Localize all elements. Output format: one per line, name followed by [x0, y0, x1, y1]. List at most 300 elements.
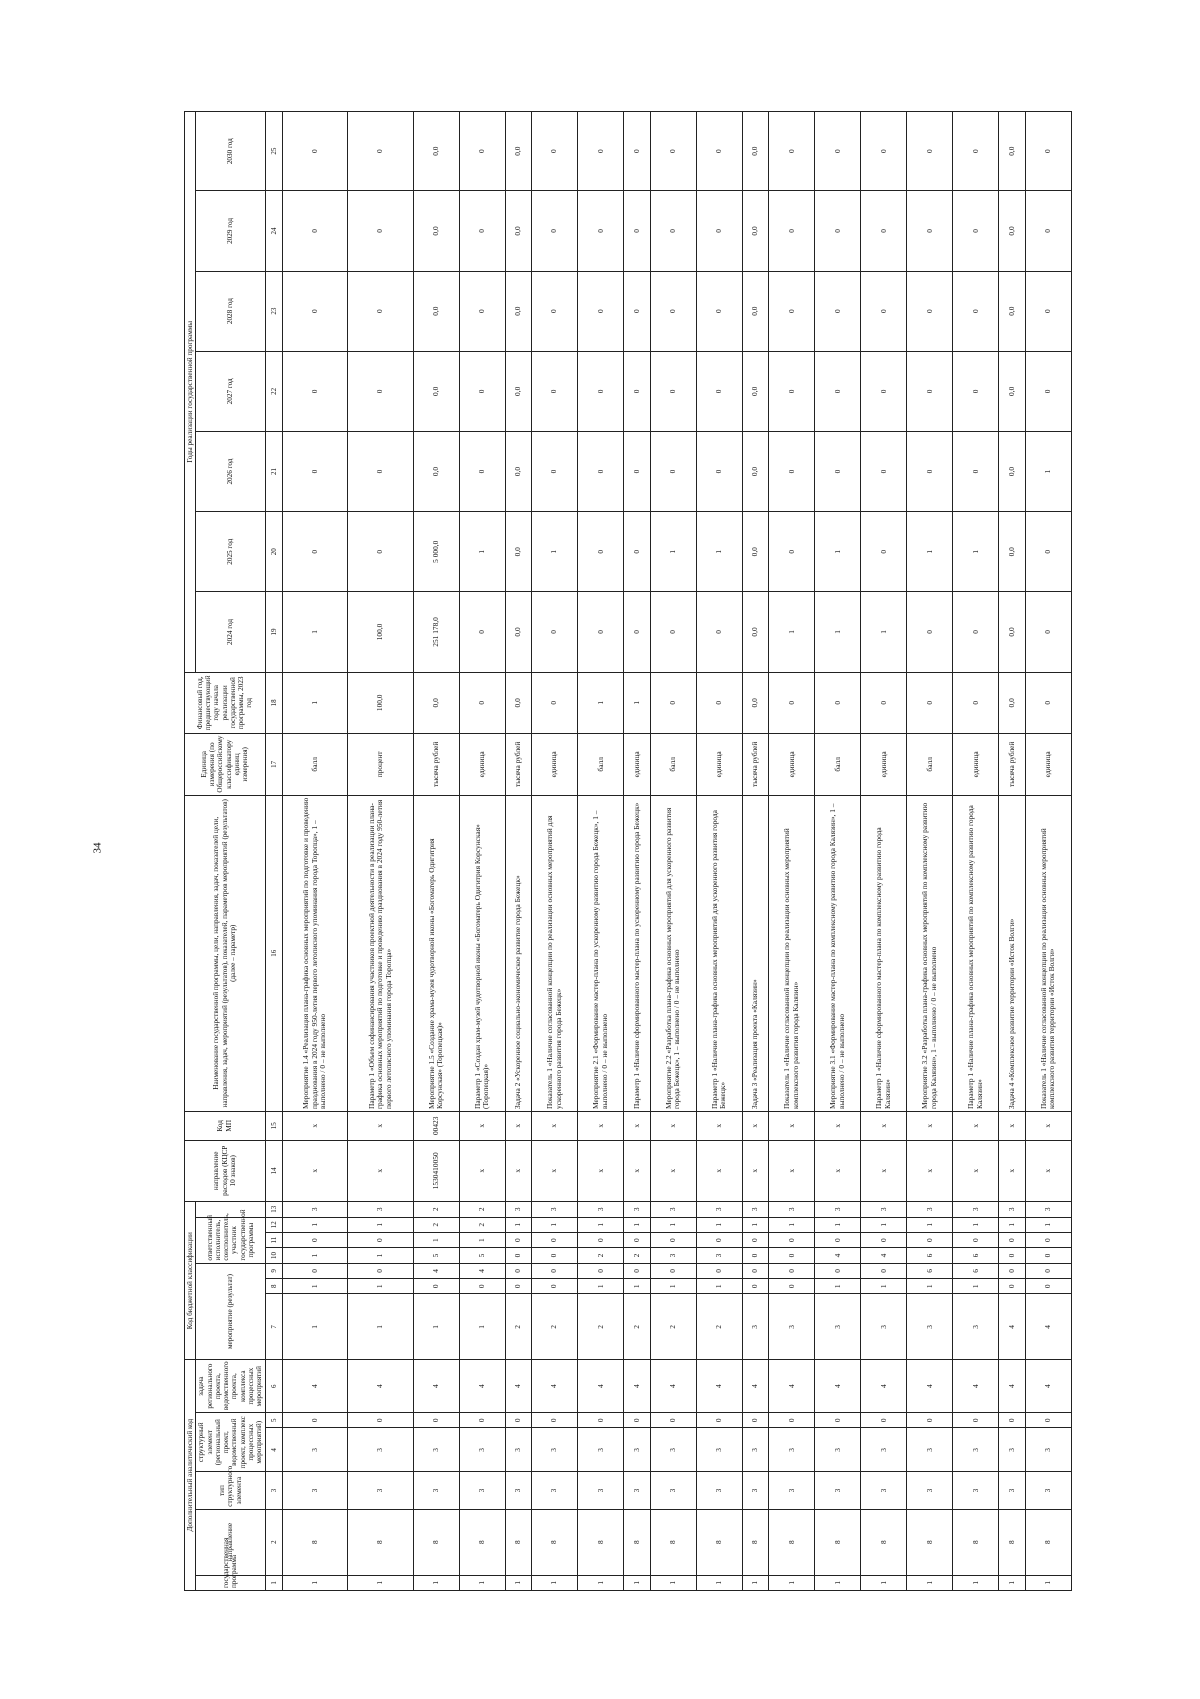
column-number: 12	[265, 1217, 282, 1232]
year-value: 0,0	[999, 271, 1025, 351]
year-value: 0	[953, 191, 999, 271]
year-value: 1	[696, 512, 742, 592]
code-cell: x	[861, 1140, 907, 1202]
code-cell: 3	[413, 1428, 459, 1472]
row-unit: тысяча рублей	[413, 734, 459, 796]
year-value: 0,0	[999, 351, 1025, 431]
year-value: 0	[907, 112, 953, 191]
base-year-value: 0	[953, 672, 999, 734]
code-cell: 1	[505, 1575, 531, 1590]
code-cell: 0	[769, 1248, 815, 1263]
base-year-value: 1	[578, 672, 624, 734]
year-value: 0	[578, 431, 624, 511]
year-value: 0	[578, 271, 624, 351]
code-cell: 1	[348, 1279, 414, 1294]
row-unit: процент	[348, 734, 414, 796]
code-cell: 3	[815, 1472, 861, 1509]
code-cell: 0	[459, 1279, 505, 1294]
code-cell: 1	[696, 1575, 742, 1590]
code-cell: 0	[505, 1248, 531, 1263]
code-cell: 4	[459, 1263, 505, 1278]
code-cell: 0	[861, 1263, 907, 1278]
code-cell: 3	[532, 1472, 578, 1509]
year-value: 0	[578, 592, 624, 672]
column-number: 18	[265, 672, 282, 734]
code-cell: 3	[696, 1202, 742, 1217]
code-cell: 3	[769, 1202, 815, 1217]
code-cell: 3	[696, 1428, 742, 1472]
code-cell: 0	[1025, 1279, 1071, 1294]
header-name: Наименование государственной программы, цели, направления, задач, показателей цели, направления, задач, мероприятий (результатов), показателей, параметров мероприятий (результатов) (далее – параметр)	[185, 795, 266, 1111]
year-value: 0	[650, 191, 696, 271]
header-mp-code: Код МП	[185, 1112, 266, 1141]
year-value: 0	[282, 271, 348, 351]
code-cell: 8	[953, 1509, 999, 1575]
year-value: 0	[861, 271, 907, 351]
year-value: 0	[861, 191, 907, 271]
table-row	[861, 112, 907, 1591]
year-value: 0,0	[742, 512, 768, 592]
code-cell: 1	[578, 1279, 624, 1294]
year-value: 0,0	[505, 271, 531, 351]
row-name: Показатель 1 «Наличие согласованной концепции по реализации основных мероприятий для ускоренного развития города Бежецк»	[532, 795, 578, 1111]
row-unit: единица	[1025, 734, 1071, 796]
code-cell: 3	[505, 1428, 531, 1472]
code-cell: 0	[769, 1263, 815, 1278]
table-row	[953, 112, 999, 1591]
year-value: 0	[907, 592, 953, 672]
year-value: 0,0	[742, 271, 768, 351]
code-cell: 0	[624, 1263, 650, 1278]
code-cell: 0	[999, 1279, 1025, 1294]
column-number: 4	[265, 1428, 282, 1472]
header-task: задача регионального проекта, ведомственного проекта, комплекса процессных мероприятий	[196, 1360, 265, 1413]
year-value: 0,0	[505, 512, 531, 592]
year-value: 0,0	[505, 351, 531, 431]
code-cell: 3	[459, 1472, 505, 1509]
code-cell: x	[815, 1140, 861, 1202]
code-cell: 0	[532, 1413, 578, 1428]
row-name: Мероприятие 3.2 «Разработка плана-графика основных мероприятий по комплексному развитию города Калязин», 1 – выполнено / 0 – не выполнено	[907, 795, 953, 1111]
column-number: 9	[265, 1263, 282, 1278]
code-cell: 4	[696, 1360, 742, 1413]
code-cell: 4	[815, 1360, 861, 1413]
year-value: 0	[459, 431, 505, 511]
code-cell: 1	[578, 1575, 624, 1590]
code-cell: 3	[999, 1472, 1025, 1509]
year-value: 1	[769, 592, 815, 672]
row-unit: балл	[578, 734, 624, 796]
code-cell: 0	[532, 1232, 578, 1247]
base-year-value: 0,0	[999, 672, 1025, 734]
code-cell: 1	[459, 1575, 505, 1590]
year-value: 0	[459, 592, 505, 672]
code-cell: 1	[532, 1217, 578, 1232]
code-cell: 1	[650, 1217, 696, 1232]
year-value: 0,0	[999, 512, 1025, 592]
year-value: 0	[532, 191, 578, 271]
code-cell: 0	[578, 1232, 624, 1247]
year-value: 0	[532, 271, 578, 351]
code-cell: 0	[999, 1263, 1025, 1278]
year-value: 0	[348, 271, 414, 351]
header-event: мероприятие (результат)	[196, 1263, 265, 1360]
code-cell: 1	[1025, 1575, 1071, 1590]
code-cell: 0	[624, 1232, 650, 1247]
code-cell: 0	[348, 1232, 414, 1247]
code-cell: x	[348, 1140, 414, 1202]
row-name: Параметр 1 «Наличие сформированного мастер-плана по ускоренному развитию города Бежецк»	[624, 795, 650, 1111]
code-cell: x	[1025, 1112, 1071, 1141]
code-cell: 8	[1025, 1509, 1071, 1575]
code-cell: 1	[413, 1294, 459, 1360]
code-cell: 0	[742, 1232, 768, 1247]
year-value: 0	[861, 431, 907, 511]
code-cell: 3	[348, 1202, 414, 1217]
code-cell: 1	[953, 1575, 999, 1590]
column-number: 20	[265, 512, 282, 592]
code-cell: 0	[348, 1263, 414, 1278]
code-cell: 1	[861, 1279, 907, 1294]
row-name: Мероприятие 2.2 «Разработка плана-графика основных мероприятий для ускоренного развития города Бежецк», 1 – выполнено / 0 – не выполнено	[650, 795, 696, 1111]
code-cell: 0	[999, 1413, 1025, 1428]
row-unit: балл	[907, 734, 953, 796]
row-unit: балл	[815, 734, 861, 796]
code-cell: 2	[505, 1294, 531, 1360]
row-name: Параметр 1 «Создан храм-музей чудотворной иконы «Богоматерь Одигитрия Корсунская» (Торопецкая)»	[459, 795, 505, 1111]
code-cell: 3	[459, 1428, 505, 1472]
header-code-group: Код бюджетной классификации	[185, 1202, 196, 1360]
code-cell: 1	[742, 1575, 768, 1590]
year-value: 0	[696, 112, 742, 191]
code-cell: 3	[505, 1202, 531, 1217]
code-cell: 1	[815, 1279, 861, 1294]
code-cell: 1	[282, 1279, 348, 1294]
year-value: 0	[348, 512, 414, 592]
code-cell: 4	[861, 1360, 907, 1413]
year-value: 0	[861, 112, 907, 191]
year-value: 1	[953, 512, 999, 592]
row-name: Параметр 1 «Объем софинансирования участников проектной деятельности в реализации плана-графика основных мероприятий по подготовке и проведению празднования в 2024 году 950-летия первого летописного упоминания города Торопца»	[348, 795, 414, 1111]
code-cell: 0	[696, 1232, 742, 1247]
code-cell: 0	[907, 1413, 953, 1428]
header-exec: ответственный исполнитель, соисполнитель, участник государственной программы	[196, 1217, 265, 1263]
code-cell: 0	[413, 1279, 459, 1294]
code-cell: 3	[769, 1294, 815, 1360]
year-value: 0	[953, 271, 999, 351]
code-cell: 8	[999, 1509, 1025, 1575]
column-number: 7	[265, 1294, 282, 1360]
code-cell: x	[769, 1112, 815, 1141]
year-value: 0,0	[413, 271, 459, 351]
code-cell: x	[1025, 1140, 1071, 1202]
year-value: 0	[624, 191, 650, 271]
code-cell: 3	[578, 1428, 624, 1472]
code-cell: 2	[578, 1294, 624, 1360]
row-unit: тысяча рублей	[505, 734, 531, 796]
code-cell: x	[282, 1140, 348, 1202]
code-cell: 3	[742, 1294, 768, 1360]
code-cell: 3	[348, 1472, 414, 1509]
column-number: 8	[265, 1279, 282, 1294]
year-value: 0	[348, 112, 414, 191]
row-name: Задача 3 «Реализация проекта «Калязин»	[742, 795, 768, 1111]
year-value: 0,0	[413, 112, 459, 191]
year-value: 0	[815, 191, 861, 271]
column-number: 19	[265, 592, 282, 672]
code-cell: 1	[907, 1279, 953, 1294]
code-cell: 4	[907, 1360, 953, 1413]
code-cell: 0	[532, 1263, 578, 1278]
header-unit: Единица измерения (по Общероссийскому классификатору единиц измерения)	[185, 734, 266, 796]
code-cell: 1	[907, 1575, 953, 1590]
year-value: 0	[1025, 351, 1071, 431]
code-cell: 2	[413, 1202, 459, 1217]
year-value: 0,0	[742, 592, 768, 672]
row-name: Задача 4 «Комплексное развитие территории «Исток Волги»	[999, 795, 1025, 1111]
year-value: 0,0	[505, 112, 531, 191]
code-cell: 4	[1025, 1294, 1071, 1360]
code-cell: 8	[650, 1509, 696, 1575]
header-year: 2030 год	[196, 112, 265, 191]
year-value: 0	[624, 112, 650, 191]
year-value: 1	[1025, 431, 1071, 511]
column-number: 14	[265, 1140, 282, 1202]
code-cell: 1	[815, 1575, 861, 1590]
row-unit: тысяча рублей	[742, 734, 768, 796]
year-value: 0	[282, 431, 348, 511]
table-row	[348, 112, 414, 1591]
header-year: 2026 год	[196, 431, 265, 511]
header-add-code: Дополнительный аналитический код	[185, 1360, 196, 1591]
code-cell: x	[815, 1112, 861, 1141]
code-cell: 3	[624, 1428, 650, 1472]
base-year-value: 0	[907, 672, 953, 734]
code-cell: 1	[624, 1575, 650, 1590]
year-value: 0	[769, 431, 815, 511]
code-cell: 3	[650, 1248, 696, 1263]
year-value: 0,0	[999, 431, 1025, 511]
column-number: 3	[265, 1472, 282, 1509]
program-table	[184, 111, 1072, 1591]
code-cell: 0	[769, 1413, 815, 1428]
code-cell: 4	[953, 1360, 999, 1413]
code-cell: 0	[505, 1232, 531, 1247]
code-cell: 1	[348, 1294, 414, 1360]
column-number: 23	[265, 271, 282, 351]
row-unit: балл	[650, 734, 696, 796]
code-cell: 1	[999, 1575, 1025, 1590]
column-number: 10	[265, 1248, 282, 1263]
code-cell: 0	[348, 1413, 414, 1428]
code-cell: 3	[624, 1202, 650, 1217]
year-value: 1	[815, 592, 861, 672]
code-cell: 0	[1025, 1232, 1071, 1247]
code-cell: 3	[532, 1202, 578, 1217]
header-expense: направление расходов (КЦСР 10 знаков)	[185, 1140, 266, 1202]
code-cell: 4	[348, 1360, 414, 1413]
year-value: 0,0	[505, 431, 531, 511]
code-cell: 8	[532, 1509, 578, 1575]
row-unit: балл	[282, 734, 348, 796]
table-header	[185, 112, 266, 1591]
code-cell: 0	[861, 1232, 907, 1247]
code-cell: 1	[282, 1248, 348, 1263]
code-cell: 3	[505, 1472, 531, 1509]
year-value: 0	[953, 431, 999, 511]
year-value: 0	[459, 112, 505, 191]
year-value: 1	[861, 592, 907, 672]
year-value: 0	[1025, 271, 1071, 351]
code-cell: x	[907, 1112, 953, 1141]
year-value: 0	[578, 191, 624, 271]
year-value: 0	[650, 431, 696, 511]
code-cell: 3	[1025, 1472, 1071, 1509]
code-cell: 1	[348, 1575, 414, 1590]
year-value: 251 178,0	[413, 592, 459, 672]
header-type: тип структурного элемента	[196, 1472, 265, 1509]
code-cell: x	[953, 1112, 999, 1141]
year-value: 0	[769, 112, 815, 191]
base-year-value: 0	[815, 672, 861, 734]
code-cell: 1	[348, 1248, 414, 1263]
year-value: 0,0	[742, 191, 768, 271]
code-cell: 0	[650, 1413, 696, 1428]
code-cell: 1	[769, 1217, 815, 1232]
code-cell: 3	[907, 1202, 953, 1217]
row-name: Мероприятие 3.1 «Формирование мастер-плана по комплексному развитию города Калязин», 1 – выполнено / 0 – не выполнено	[815, 795, 861, 1111]
row-unit: единица	[459, 734, 505, 796]
code-cell: x	[650, 1140, 696, 1202]
code-cell: 8	[769, 1509, 815, 1575]
code-cell: 0	[650, 1232, 696, 1247]
code-cell: 1	[650, 1575, 696, 1590]
code-cell: 3	[861, 1294, 907, 1360]
code-cell: 1	[532, 1575, 578, 1590]
code-cell: x	[861, 1112, 907, 1141]
base-year-value: 0	[861, 672, 907, 734]
year-value: 0,0	[413, 351, 459, 431]
code-cell: 0	[769, 1232, 815, 1247]
code-cell: 3	[769, 1428, 815, 1472]
code-cell: 1530410050	[413, 1140, 459, 1202]
year-value: 0	[532, 351, 578, 431]
code-cell: 4	[1025, 1360, 1071, 1413]
column-number: 5	[265, 1413, 282, 1428]
header-dir: направление	[196, 1509, 265, 1575]
column-number: 15	[265, 1112, 282, 1141]
base-year-value: 0	[696, 672, 742, 734]
code-cell: 3	[861, 1202, 907, 1217]
table-row	[505, 112, 531, 1591]
code-cell: 1	[1025, 1217, 1071, 1232]
code-cell: 1	[696, 1279, 742, 1294]
code-cell: x	[459, 1140, 505, 1202]
code-cell: 1	[999, 1217, 1025, 1232]
code-cell: 6	[953, 1248, 999, 1263]
code-cell: 0	[532, 1279, 578, 1294]
code-cell: 1	[282, 1294, 348, 1360]
code-cell: 0	[650, 1263, 696, 1278]
base-year-value: 0	[459, 672, 505, 734]
base-year-value: 0	[650, 672, 696, 734]
code-cell: 2	[696, 1294, 742, 1360]
year-value: 1	[650, 512, 696, 592]
code-cell: 8	[348, 1509, 414, 1575]
code-cell: 3	[696, 1248, 742, 1263]
table-row	[696, 112, 742, 1591]
code-cell: 4	[459, 1360, 505, 1413]
code-cell: x	[348, 1112, 414, 1141]
year-value: 0	[696, 271, 742, 351]
code-cell: 3	[1025, 1202, 1071, 1217]
code-cell: 8	[696, 1509, 742, 1575]
code-cell: 3	[742, 1202, 768, 1217]
year-value: 0	[624, 512, 650, 592]
code-cell: 3	[907, 1428, 953, 1472]
year-value: 0	[624, 351, 650, 431]
code-cell: 4	[624, 1360, 650, 1413]
year-value: 1	[459, 512, 505, 592]
column-numbers-row	[265, 112, 282, 1591]
code-cell: 0	[953, 1413, 999, 1428]
code-cell: 0	[696, 1413, 742, 1428]
code-cell: 0	[999, 1248, 1025, 1263]
row-name: Мероприятие 2.1 «Формирование мастер-плана по ускоренному развитию города Бежецк», 1 – выполнено / 0 – не выполнено	[578, 795, 624, 1111]
code-cell: 3	[953, 1202, 999, 1217]
year-value: 0	[907, 271, 953, 351]
code-cell: 3	[282, 1428, 348, 1472]
row-unit: тысяча рублей	[999, 734, 1025, 796]
year-value: 0	[282, 112, 348, 191]
year-value: 0	[907, 351, 953, 431]
table-row	[282, 112, 348, 1591]
code-cell: 0	[742, 1413, 768, 1428]
code-cell: x	[696, 1140, 742, 1202]
code-cell: 0	[459, 1413, 505, 1428]
code-cell: 0	[282, 1232, 348, 1247]
header-year: 2025 год	[196, 512, 265, 592]
code-cell: 0	[953, 1232, 999, 1247]
table-row	[907, 112, 953, 1591]
code-cell: x	[769, 1140, 815, 1202]
code-cell: 1	[282, 1217, 348, 1232]
code-cell: 0	[861, 1413, 907, 1428]
code-cell: 0	[282, 1263, 348, 1278]
year-value: 0	[769, 351, 815, 431]
code-cell: 3	[650, 1428, 696, 1472]
year-value: 0	[348, 191, 414, 271]
page-number: 34	[91, 842, 104, 854]
code-cell: 4	[413, 1360, 459, 1413]
code-cell: 3	[907, 1472, 953, 1509]
code-cell: 0	[505, 1279, 531, 1294]
code-cell: 0	[815, 1263, 861, 1278]
code-cell: x	[742, 1140, 768, 1202]
year-value: 0	[650, 271, 696, 351]
code-cell: 3	[907, 1294, 953, 1360]
code-cell: 3	[953, 1428, 999, 1472]
row-name: Задача 2 «Ускоренное социально-экономическое развитие города Бежецк»	[505, 795, 531, 1111]
code-cell: 6	[907, 1248, 953, 1263]
code-cell: 1	[459, 1294, 505, 1360]
year-value: 0,0	[413, 191, 459, 271]
table-row	[650, 112, 696, 1591]
code-cell: 3	[624, 1472, 650, 1509]
row-name: Параметр 1 «Наличие плана-графика основных мероприятий для ускоренного развития города Бежецк»	[696, 795, 742, 1111]
row-name: Параметр 1 «Наличие плана-графика основных мероприятий по комплексному развитию города Калязин»	[953, 795, 999, 1111]
year-value: 0	[650, 351, 696, 431]
